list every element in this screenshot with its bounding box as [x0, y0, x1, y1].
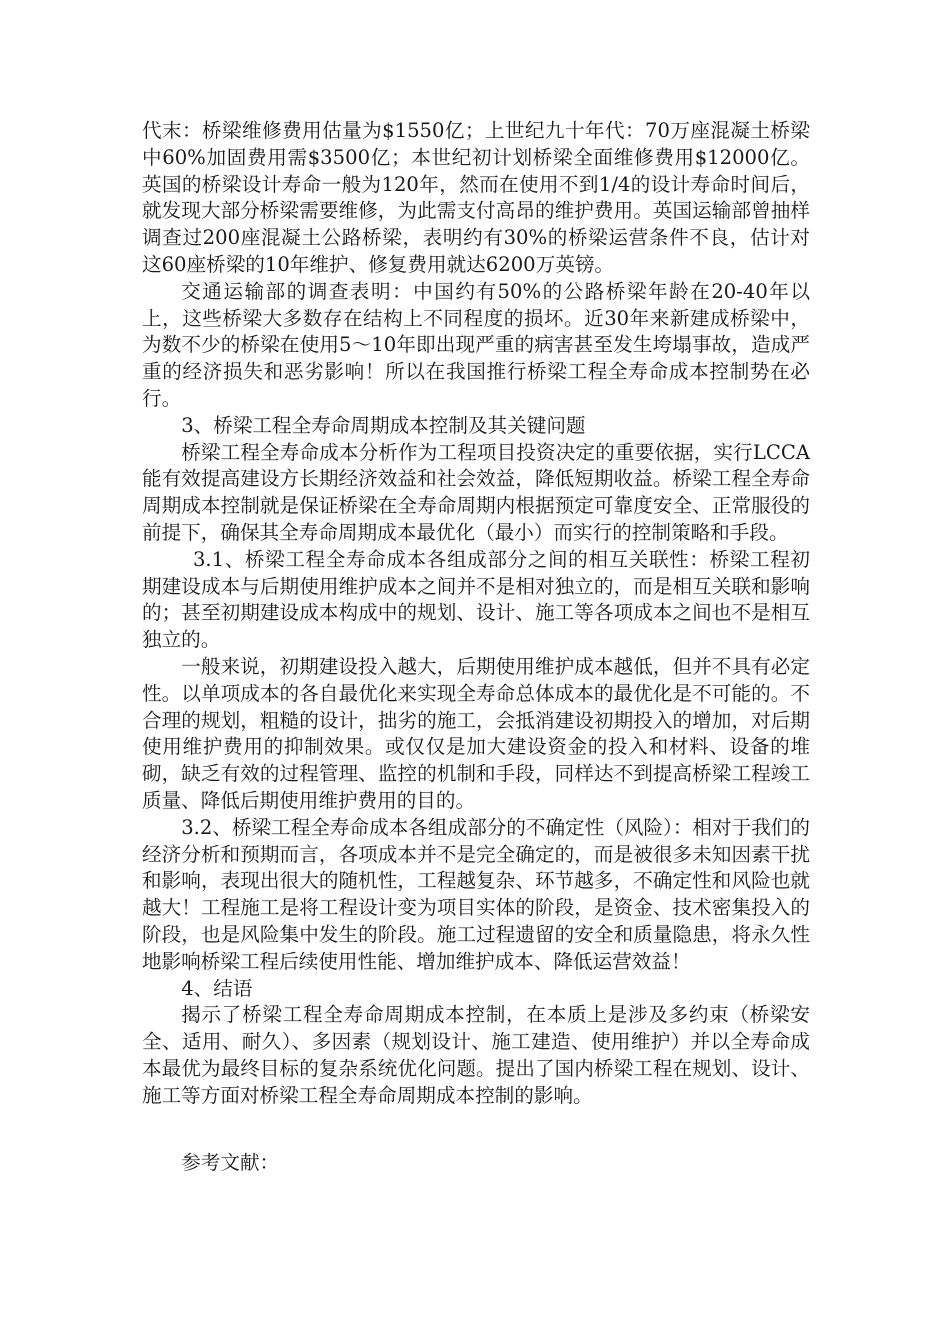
blank-line: [142, 1109, 810, 1136]
document-page: [142, 118, 810, 1177]
paragraph-china-survey: 交通运输部的调查表明：中国约有50%的公路桥梁年龄在20-40年以上，这些桥梁大多数存在结构上不同程度的损坏。近30年来新建成桥梁中，为数不少的桥梁在使用5～10年即出现严重的病害甚至发生垮塌事故，造成严重的经济损失和恶劣影响！所以在我国推行桥梁工程全寿命成本控制势在必行。: [142, 279, 810, 410]
paragraph-general: 一般来说，初期建设投入越大，后期使用维护成本越低，但并不具有必定性。以单项成本的各自最优化来实现全寿命总体成本的最优化是不可能的。不合理的规划，粗糙的设计，拙劣的施工，会抵消建设初期投入的增加，对后期使用维护费用的抑制效果。或仅仅是加大建设资金的投入和材料、设备的堆砌，缺乏有效的过程管理、监控的机制和手段，同样达不到提高桥梁工程竣工质量、降低后期使用维护费用的目的。: [142, 654, 810, 812]
section-heading-4: 4、结语: [181, 976, 253, 1000]
paragraph-bridge-costs-abroad: 代末：桥梁维修费用估量为$1550亿；上世纪九十年代：70万座混凝土桥梁中60%加固费用需$3500亿；本世纪初计划桥梁全面维修费用$12000亿。英国的桥梁设计寿命一般为120年，然而在使用不到1/4的设计寿命时间后，就发现大部分桥梁需要维修，为此需支付高昂的维护费用。英国运输部曾抽样调查过200座混凝土公路桥梁，表明约有30%的桥梁运营条件不良，估计对这60座桥梁的10年维护、修复费用就达6200万英镑。: [142, 119, 810, 276]
paragraph-conclusion: 揭示了桥梁工程全寿命周期成本控制，在本质上是涉及多约束（桥梁安全、适用、耐久）、多因素（规划设计、施工建造、使用维护）并以全寿命成本最优为最终目标的复杂系统优化问题。提出了国内桥梁工程在规划、设计、施工等方面对桥梁工程全寿命周期成本控制的影响。: [142, 1003, 810, 1107]
section-heading-3: 3、桥梁工程全寿命周期成本控制及其关键问题: [181, 413, 586, 437]
paragraph-3-2: 3.2、桥梁工程全寿命成本各组成部分的不确定性（风险）：相对于我们的经济分析和预期而言，各项成本并不是完全确定的，而是被很多未知因素干扰和影响，表现出很大的随机性，工程越复杂、环节越多，不确定性和风险也就越大！工程施工是将工程设计变为项目实体的阶段，是资金、技术密集投入的阶段，也是风险集中发生的阶段。施工过程遗留的安全和质量隐患，将永久性地影响桥梁工程后续使用性能、增加维护成本、降低运营效益！: [142, 815, 810, 973]
paragraph-lcca: 桥梁工程全寿命成本分析作为工程项目投资决定的重要依据，实行LCCA能有效提高建设方长期经济效益和社会效益，降低短期收益。桥梁工程全寿命周期成本控制就是保证桥梁在全寿命周期内根据预定可靠度安全、正常服役的前提下，确保其全寿命周期成本最优化（最小）而实行的控制策略和手段。: [142, 440, 810, 544]
paragraph-3-1: 3.1、桥梁工程全寿命成本各组成部分之间的相互关联性：桥梁工程初期建设成本与后期使用维护成本之间并不是相对独立的，而是相互关联和影响的；甚至初期建设成本构成中的规划、设计、施工等各项成本之间也不是相互独立的。: [142, 547, 810, 652]
references-heading: 参考文献：: [181, 1151, 280, 1175]
